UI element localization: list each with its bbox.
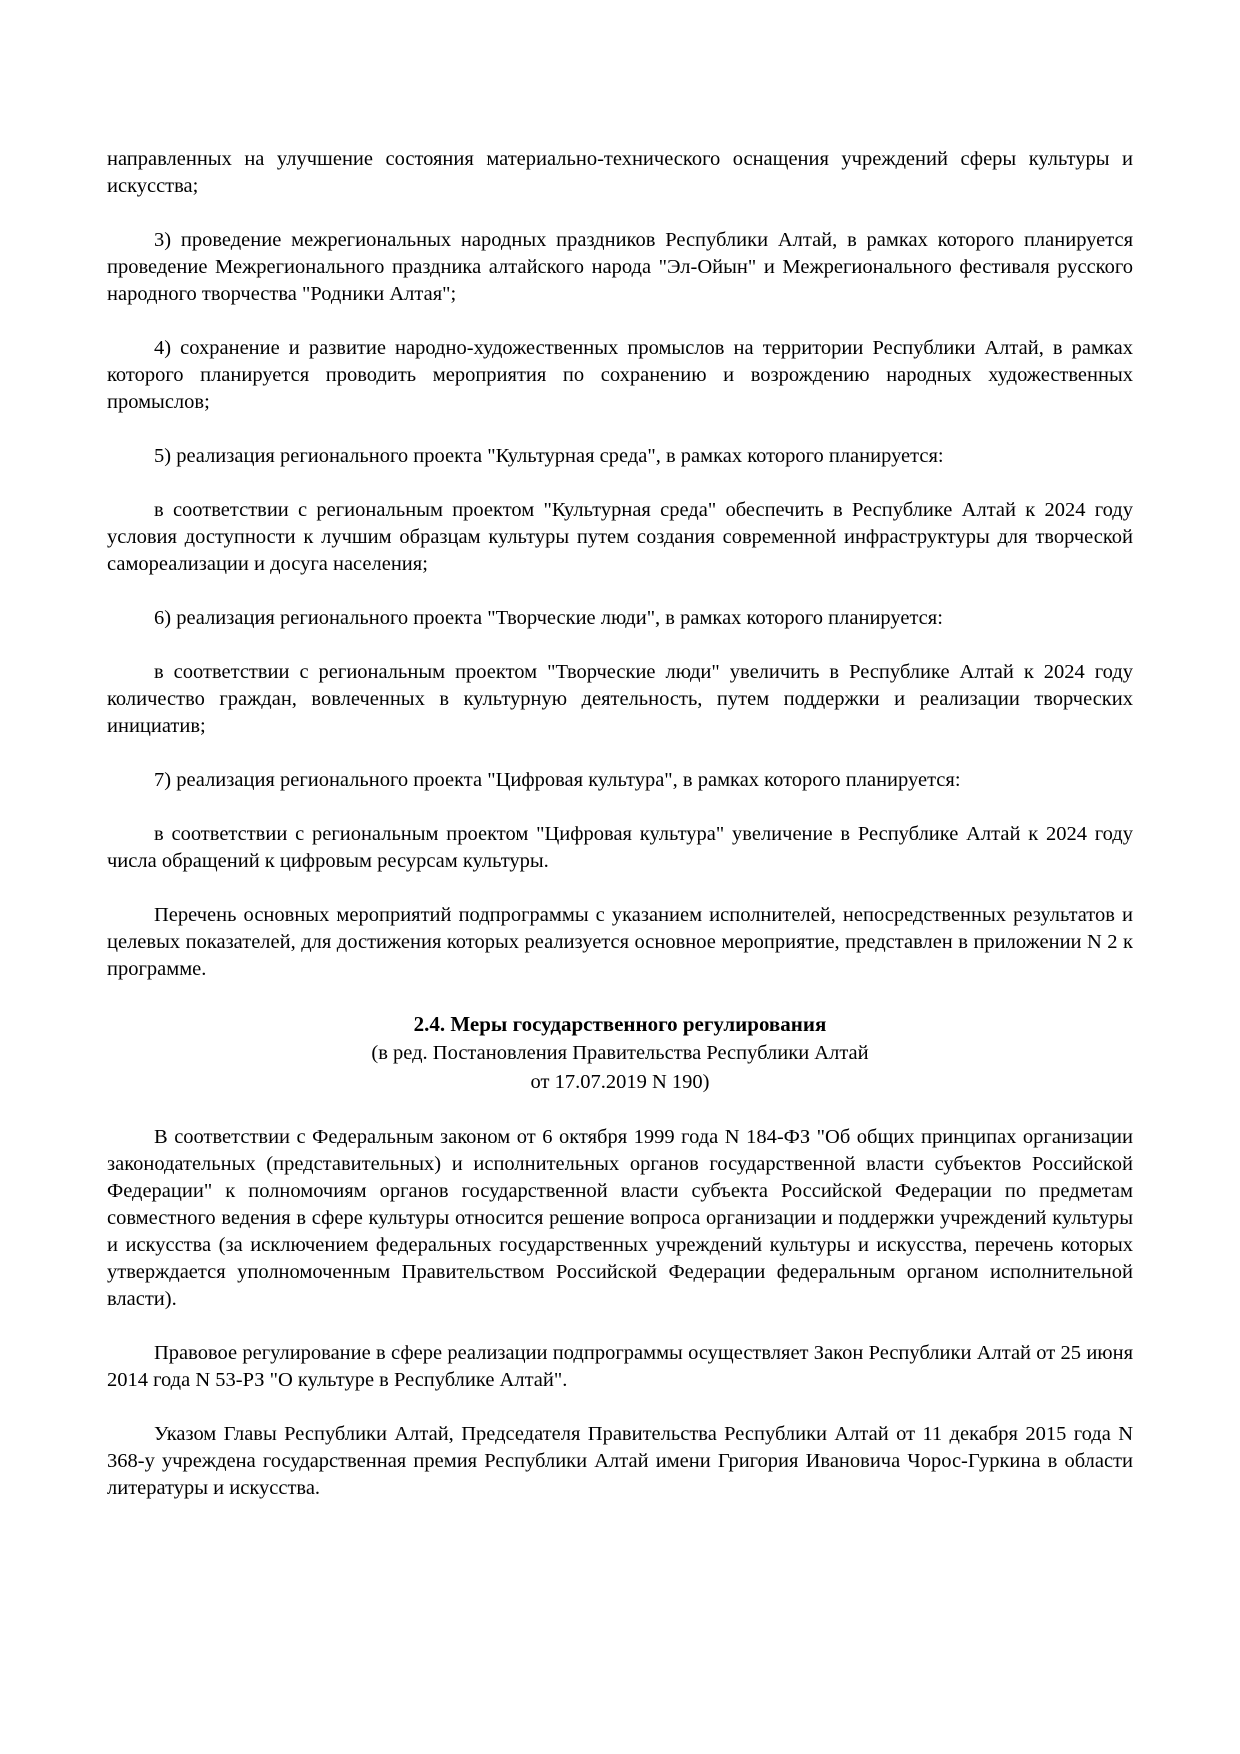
list-item-7: 7) реализация регионального проекта "Цифровая культура", в рамках которого планируется: [154, 769, 961, 791]
list-item-4: 4) сохранение и развитие народно-художественных промыслов на территории Республики Алтай, в рамках которого планируется проводить мероприятия по сохранению и возрождению народных художественных промыслов; [107, 337, 1133, 413]
section-heading-title: 2.4. Меры государственного регулирования [413, 1012, 827, 1036]
list-item-3: 3) проведение межрегиональных народных праздников Республики Алтай, в рамках которого планируется проведение Межрегионального праздника алтайского народа "Эл-Ойын" и Межрегионального фестиваля русского народного творчества "Родники Алтая"; [107, 229, 1133, 305]
list-item-6: 6) реализация регионального проекта "Творческие люди", в рамках которого планируется: [154, 607, 943, 629]
paragraph-law-53-rz: Правовое регулирование в сфере реализации подпрограммы осуществляет Закон Республики Алтай от 25 июня 2014 года N 53-РЗ "О культуре в Республике Алтай". [107, 1342, 1133, 1391]
section-heading-edit-note-line2: от 17.07.2019 N 190) [530, 1071, 710, 1093]
paragraph-perechen-meropriyatiy: Перечень основных мероприятий подпрограммы с указанием исполнителей, непосредственных результатов и целевых показателей, для достижения которых реализуется основное мероприятие, представлен в приложении N 2 к программе. [107, 904, 1133, 980]
section-heading-edit-note-line1: (в ред. Постановления Правительства Республики Алтай [371, 1042, 869, 1064]
paragraph-federal-law-184: В соответствии с Федеральным законом от 6 октября 1999 года N 184-ФЗ "Об общих принципах организации законодательных (представительных) и исполнительных органов государственной власти субъектов Российской Федерации" к полномочиям органов государственной власти субъекта Российской Федерации по предметам совместного ведения в сфере культуры относится решение вопроса организации и поддержки учреждений культуры и искусства (за исключением федеральных государственных учреждений культуры и искусства, перечень которых утверждается уполномоченным Правительством Российской Федерации федеральным органом исполнительной власти). [107, 1126, 1133, 1310]
paragraph-project-tsifrovaya-kultura: в соответствии с региональным проектом "Цифровая культура" увеличение в Республике Алтай к 2024 году числа обращений к цифровым ресурсам культуры. [107, 823, 1133, 872]
list-item-5: 5) реализация регионального проекта "Культурная среда", в рамках которого планируется: [154, 445, 944, 467]
paragraph-project-kulturnaya-sreda: в соответствии с региональным проектом "Культурная среда" обеспечить в Республике Алтай к 2024 году условия доступности к лучшим образцам культуры путем создания современной инфраструктуры для творческой самореализации и досуга населения; [107, 499, 1133, 575]
paragraph-continuation: направленных на улучшение состояния материально-технического оснащения учреждений сферы культуры и искусства; [107, 148, 1133, 197]
section-heading-block [107, 1010, 1133, 1097]
paragraph-project-tvorcheskie-lyudi: в соответствии с региональным проектом "Творческие люди" увеличить в Республике Алтай к 2024 году количество граждан, вовлеченных в культурную деятельность, путем поддержки и реализации творческих инициатив; [107, 661, 1133, 737]
paragraph-decree-368-u: Указом Главы Республики Алтай, Председателя Правительства Республики Алтай от 11 декабря 2015 года N 368-у учреждена государственная премия Республики Алтай имени Григория Ивановича Чорос-Гуркина в области литературы и искусства. [107, 1423, 1133, 1499]
